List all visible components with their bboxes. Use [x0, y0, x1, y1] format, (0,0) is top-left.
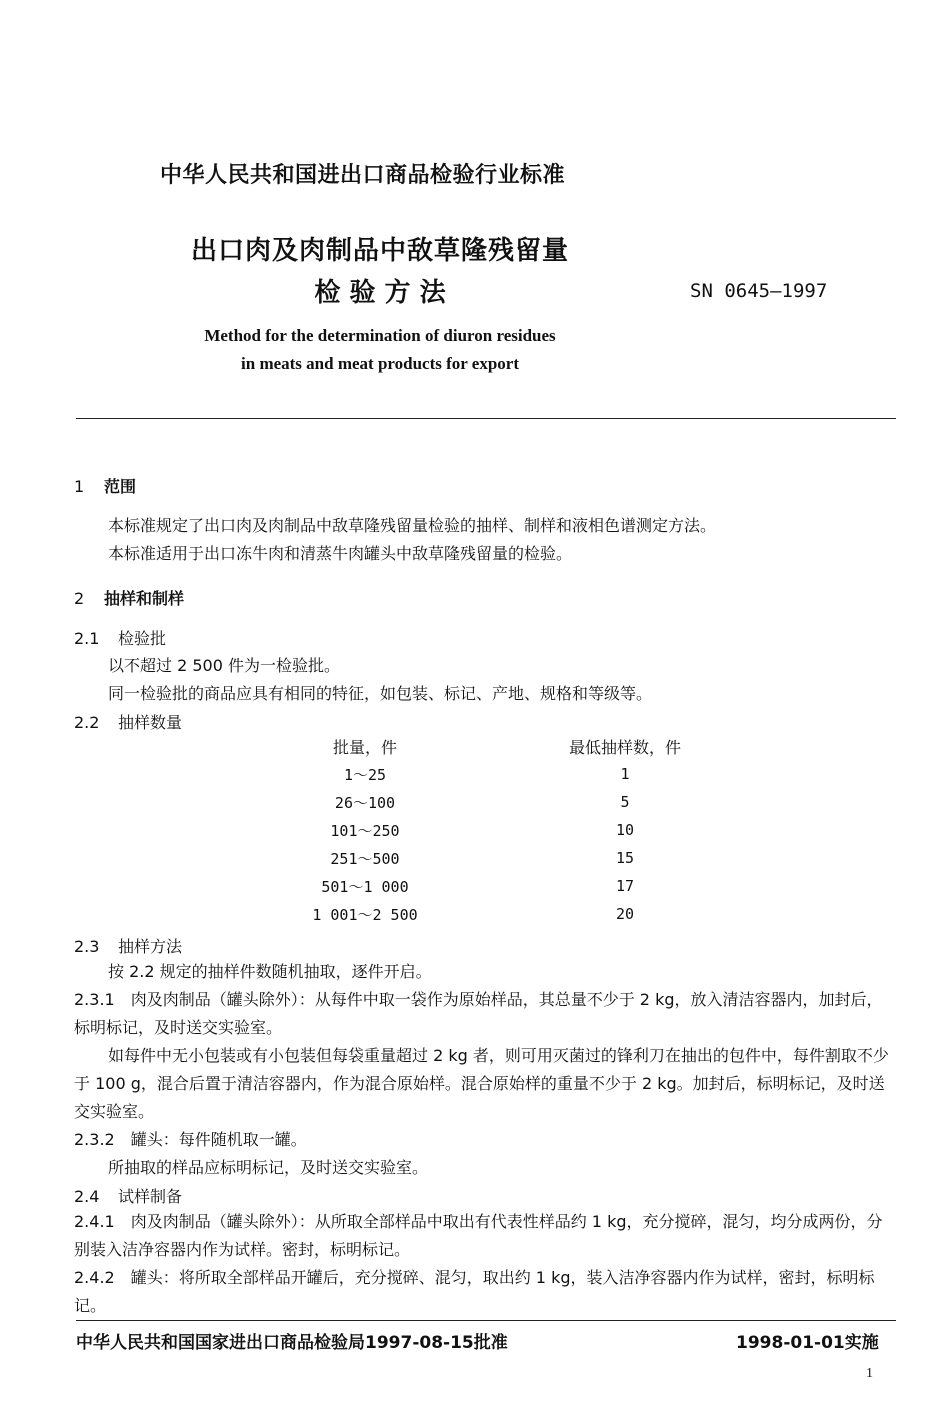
section-2-3-1-paragraph-2: 如每件中无小包装或有小包装但每袋重量超过 2 kg 者，则可用灭菌过的锋利刀在抽出的包件中，每件割取不少于 100 g，混合后置于清洁容器内，作为混合原始样。混合原始样的重量不少于 2 kg。加封后，标明标记，及时送交实验室。: [74, 1046, 889, 1121]
subsection-number: 2.1: [74, 629, 100, 648]
section-title: 范围: [104, 477, 137, 496]
section-2-4-2-paragraph: 2.4.2 罐头：将所取全部样品开罐后，充分搅碎、混匀，取出约 1 kg，装入洁净容器内作为试样，密封，标明标记。: [74, 1268, 875, 1315]
footer-divider: [76, 1320, 896, 1321]
section-2-1-paragraph-2: 同一检验批的商品应具有相同的特征，如包装、标记、产地、规格和等级等。: [108, 684, 653, 703]
subsection-title: 抽样方法: [118, 937, 183, 956]
table-header-cell: 最低抽样数，件: [568, 737, 681, 757]
section-2-2-heading: [74, 710, 182, 733]
section-2-heading: [74, 586, 184, 609]
section-2-1-paragraph-1: 以不超过 2 500 件为一检验批。: [108, 656, 340, 675]
table-cell: 10: [615, 821, 635, 839]
section-2-4-1-paragraph: 2.4.1 肉及肉制品（罐头除外）：从所取全部样品中取出有代表性样品约 1 kg，充分搅碎，混匀，均分成两份，分别装入洁净容器内作为试样。密封，标明标记。: [74, 1212, 883, 1259]
table-row: [250, 872, 770, 900]
table-cell: 17: [615, 877, 635, 895]
table-row: [250, 844, 770, 872]
table-cell: 501～1 000: [321, 877, 409, 896]
subsection-title: 检验批: [118, 629, 167, 648]
table-cell: 1: [620, 765, 630, 783]
approval-statement: 中华人民共和国国家进出口商品检验局1997-08-15批准: [76, 1333, 508, 1353]
sampling-table: [250, 732, 770, 928]
table-cell: 15: [615, 849, 635, 867]
section-2-3-heading: [74, 934, 182, 957]
english-title-line2: in meats and meat products for export: [241, 354, 519, 373]
english-title-line1: Method for the determination of diuron residues: [204, 326, 556, 345]
table-cell: 26～100: [334, 793, 396, 812]
subsection-title: 试样制备: [118, 1187, 183, 1206]
table-cell: 5: [620, 793, 630, 811]
table-cell: 20: [615, 905, 635, 923]
subsection-number: 2.2: [74, 713, 100, 732]
section-2-3-paragraph: 按 2.2 规定的抽样件数随机抽取，逐件开启。: [108, 962, 432, 981]
section-2-3-1-paragraph: 2.3.1 肉及肉制品（罐头除外）：从每件中取一袋作为原始样品，其总量不少于 2 kg，放入清洁容器内，加封后，标明标记，及时送交实验室。: [74, 990, 883, 1037]
table-cell: 101～250: [330, 821, 400, 840]
table-row: [250, 788, 770, 816]
table-row: [250, 900, 770, 928]
table-row: [250, 816, 770, 844]
subsection-number: 2.4: [74, 1187, 100, 1206]
table-cell: 251～500: [330, 849, 400, 868]
subsection-number: 2.3: [74, 937, 100, 956]
table-cell: 1～25: [343, 765, 387, 784]
section-title: 抽样和制样: [104, 589, 185, 608]
section-number: 2: [74, 589, 85, 608]
section-1-heading: [74, 474, 136, 497]
section-2-4-heading: [74, 1184, 182, 1207]
table-header-cell: 批量，件: [332, 737, 397, 757]
section-2-3-2-paragraph-2: 所抽取的样品应标明标记，及时送交实验室。: [108, 1158, 429, 1177]
header-divider: [76, 418, 896, 419]
table-header-row: [250, 732, 770, 760]
section-2-3-2-paragraph: 2.3.2 罐头：每件随机取一罐。: [74, 1130, 307, 1149]
implementation-date: 1998-01-01实施: [736, 1333, 879, 1353]
page-number: 1: [866, 1366, 873, 1381]
table-cell: 1 001～2 500: [312, 905, 418, 924]
document-title-line2: 检 验 方 法: [314, 278, 446, 308]
section-1-paragraph-1: 本标准规定了出口肉及肉制品中敌草隆残留量检验的抽样、制样和液相色谱测定方法。: [108, 516, 717, 535]
section-2-1-heading: [74, 626, 166, 649]
section-number: 1: [74, 477, 85, 496]
issuer-header: 中华人民共和国进出口商品检验行业标准: [160, 163, 566, 188]
section-1-paragraph-2: 本标准适用于出口冻牛肉和清蒸牛肉罐头中敌草隆残留量的检验。: [108, 544, 573, 563]
document-title-line1: 出口肉及肉制品中敌草隆残留量: [190, 236, 569, 266]
table-row: [250, 760, 770, 788]
subsection-title: 抽样数量: [118, 713, 183, 732]
standard-code: SN 0645—1997: [690, 280, 828, 302]
